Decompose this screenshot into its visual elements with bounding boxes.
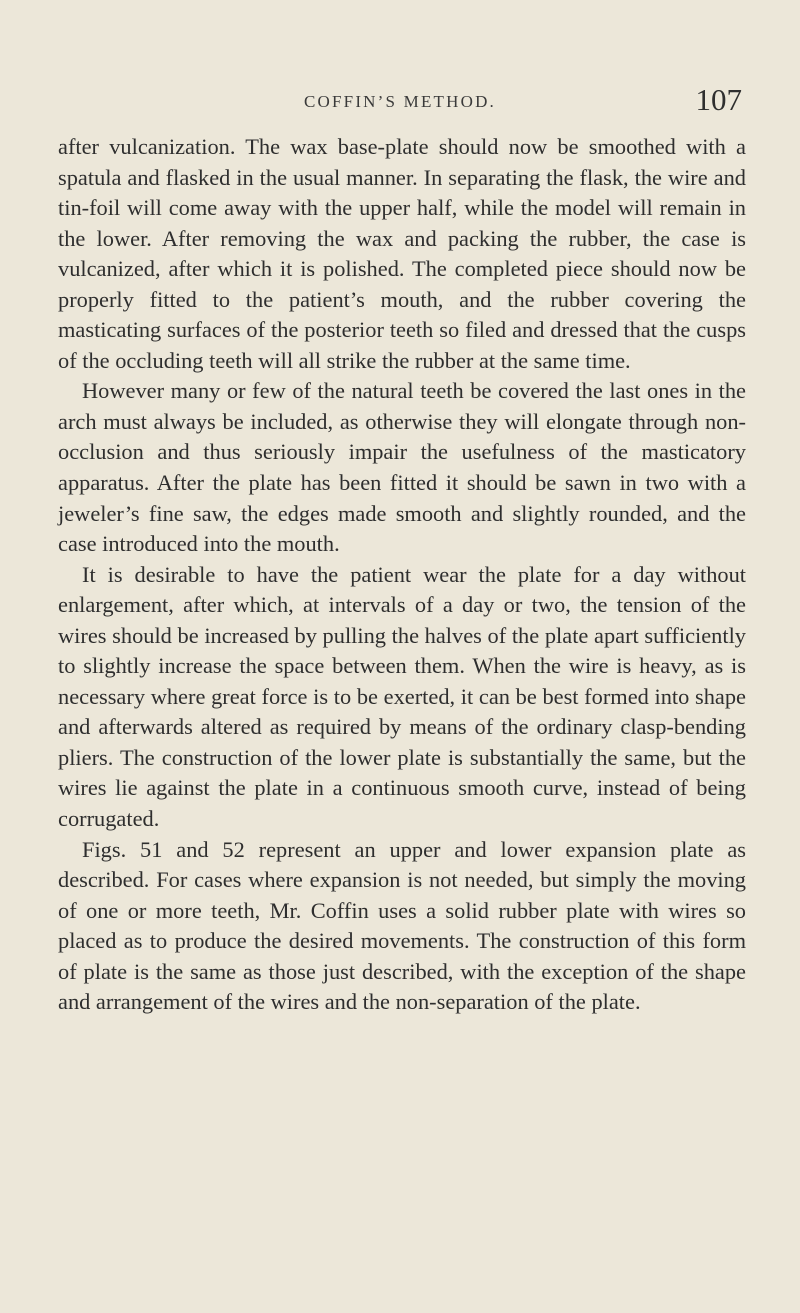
paragraph-3: It is desirable to have the patient wear the plate for a day without enlargement, after which, at intervals of a day or two, the tension of the wires should be increased by pulling the halves of the plate apart sufficiently to slightly increase the space between them. When the wire is heavy, as is necessary where great force is to be exerted, it can be best formed into shape and afterwards altered as required by means of the ordinary clasp-bending pliers. The construction of the lower plate is substantially the same, but the wires lie against the plate in a continuous smooth curve, instead of being corrugated.: [58, 561, 746, 832]
paragraph-4: Figs. 51 and 52 represent an upper and lower expansion plate as described. For cases where expansion is not needed, but simply the moving of one or more teeth, Mr. Coffin uses a solid rubber plate with wires so placed as to produce the desired movements. The construction of this form of plate is the same as those just described, with the exception of the shape and arrangement of the wires and the non-separation of the plate.: [58, 836, 746, 1015]
page-header: [0, 82, 800, 128]
running-title: COFFIN’S METHOD.: [304, 92, 496, 111]
paragraph-2: However many or few of the natural teeth be covered the last ones in the arch must always be included, as otherwise they will elongate through non-occlusion and thus seriously impair the usefulness of the masticatory apparatus. After the plate has been fitted it should be sawn in two with a jeweler’s fine saw, the edges made smooth and slightly rounded, and the case introduced into the mouth.: [58, 378, 746, 557]
body-text: [58, 132, 746, 1018]
page-number: 107: [695, 82, 742, 117]
paragraph-1: after vulcanization. The wax base-plate should now be smoothed with a spatula and flasked in the usual manner. In separating the flask, the wire and tin-foil will come away with the upper half, while the model will remain in the lower. After removing the wax and packing the rubber, the case is vulcanized, after which it is polished. The completed piece should now be properly fitted to the patient’s mouth, and the rubber covering the masticating surfaces of the posterior teeth so filed and dressed that the cusps of the occluding teeth will all strike the rubber at the same time.: [58, 134, 746, 373]
